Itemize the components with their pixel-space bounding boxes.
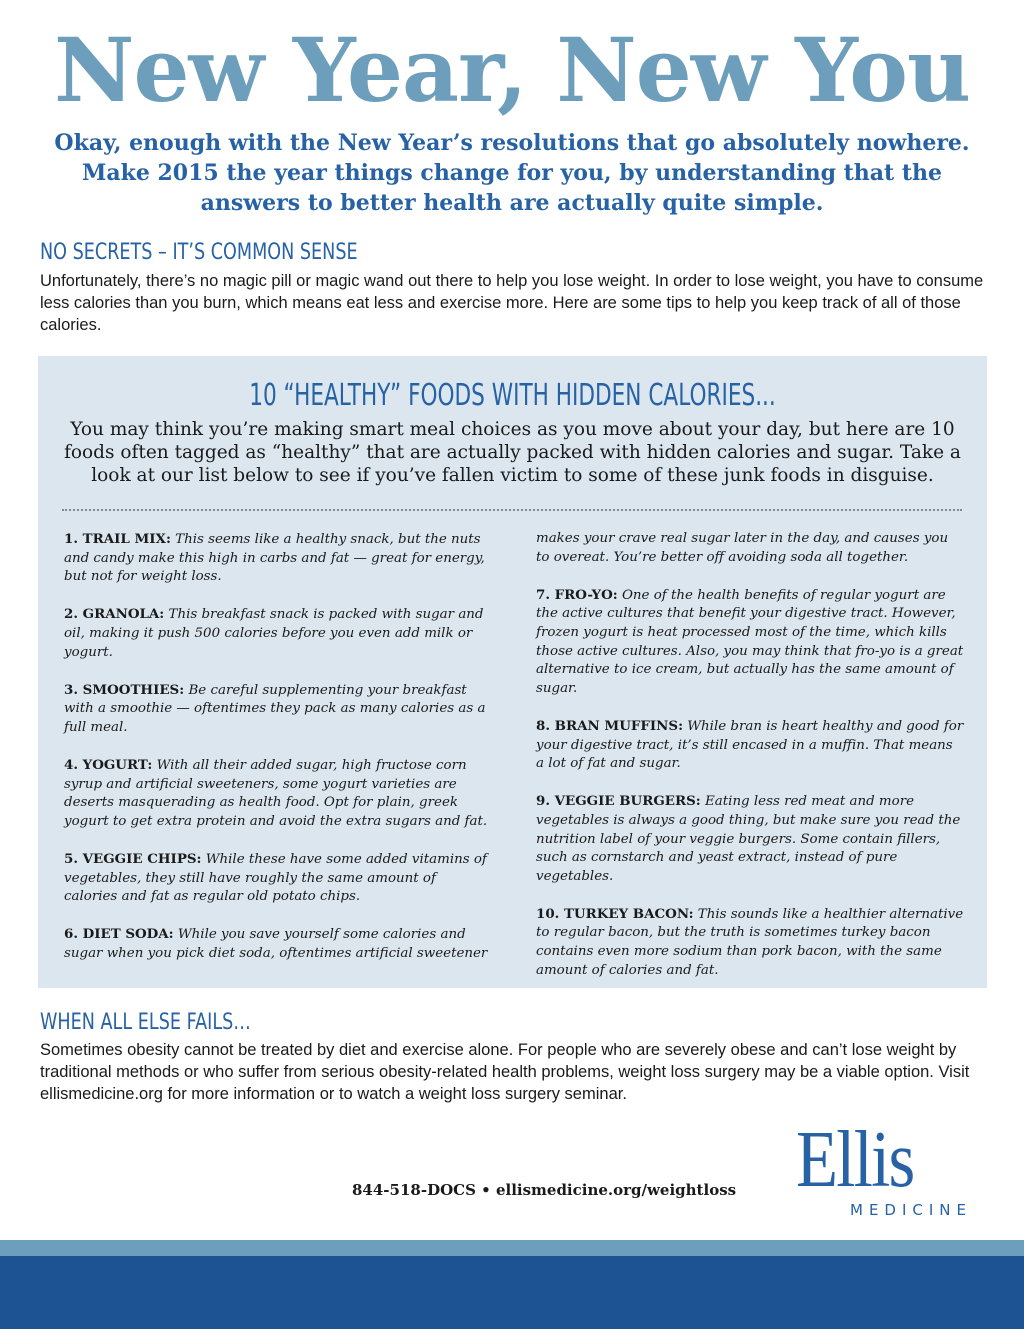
food-item-trail-mix: 1. TRAIL MIX: This seems like a healthy snack, but the nuts and candy make this high in carbs and fat — great for energy, but not for weight loss. xyxy=(64,531,485,585)
footer-band-dark xyxy=(0,1256,1024,1329)
food-item-granola: 2. GRANOLA: This breakfast snack is packed with sugar and oil, making it push 500 calories before you even add milk or yogurt. xyxy=(64,606,484,660)
page-title: New Year, New You xyxy=(54,18,970,122)
section-heading-when-all-else-fails: WHEN ALL ELSE FAILS… xyxy=(40,1010,251,1035)
food-item-yogurt: 4. YOGURT: With all their added sugar, high fructose corn syrup and artificial sweeteners, some yogurt varieties are deserts masquerading as health food. Opt for plain, greek yogurt to get extra protein and avoid the extra sugars and fat. xyxy=(64,757,488,829)
food-item-veggie-burgers: 9. VEGGIE BURGERS: Eating less red meat and more vegetables is always a good thing, but make sure you read the nutrition label of your veggie burgers. Some contain fillers, such as cornstarch and yeast extract, instead of pure vegetables. xyxy=(536,793,961,884)
ellis-logo-subtext: MEDICINE xyxy=(850,1201,972,1219)
food-item-diet-soda: 6. DIET SODA: While you save yourself some calories and sugar when you pick diet soda, oftentimes artificial sweetener xyxy=(64,926,488,962)
section-heading-no-secrets: NO SECRETS – IT’S COMMON SENSE xyxy=(40,240,358,265)
dotted-divider xyxy=(62,509,962,511)
page-subtitle: Okay, enough with the New Year’s resolutions that go absolutely nowhere. Make 2015 the year things change for you, by understanding that the answers to better health are actually quite simple. xyxy=(54,130,970,216)
section-body-no-secrets: Unfortunately, there’s no magic pill or magic wand out there to help you lose weight. In order to lose weight, you have to consume less calories than you burn, which means eat less and exercise more. Here are some tips to help you keep track of all of those calories. xyxy=(40,272,984,334)
food-item-fro-yo: 7. FRO-YO: One of the health benefits of regular yogurt are the active cultures that benefit your digestive tract. However, frozen yogurt is heat processed most of the time, which kills those active cultures. Also, you may think that fro-yo is a great alternative to ice cream, but actually has the same amount of sugar. xyxy=(536,586,964,696)
box-heading: 10 “HEALTHY” FOODS WITH HIDDEN CALORIES... xyxy=(249,378,776,413)
food-list-right-column xyxy=(536,530,964,999)
food-item-turkey-bacon: 10. TURKEY BACON: This sounds like a healthier alternative to regular bacon, but the truth is sometimes turkey bacon contains even more sodium than pork bacon, with the same amount of calories and fat. xyxy=(536,905,964,978)
food-list-left-column xyxy=(64,530,492,982)
ellis-logo-wordmark: Ellis xyxy=(796,1116,914,1204)
hidden-calories-box xyxy=(38,356,987,988)
food-item-bran-muffins: 8. BRAN MUFFINS: While bran is heart healthy and good for your digestive tract, it’s still encased in a muffin. That means a lot of fat and sugar. xyxy=(536,717,964,772)
section-body-when-all-else-fails: Sometimes obesity cannot be treated by diet and exercise alone. For people who are severely obese and can’t lose weight by traditional methods or who suffer from serious obesity-related health problems, weight loss surgery may be a viable option. Visit ellismedicine.org for more information or to watch a weight loss surgery seminar. xyxy=(40,1041,970,1103)
food-item-smoothies: 3. SMOOTHIES: Be careful supplementing your breakfast with a smoothie — oftentimes they pack as many calories as a full meal. xyxy=(64,681,486,735)
contact-line: 844-518-DOCS • ellismedicine.org/weightloss xyxy=(352,1181,737,1199)
footer-band-light xyxy=(0,1240,1024,1256)
food-item-veggie-chips: 5. VEGGIE CHIPS: While these have some added vitamins of vegetables, they still have roughly the same amount of calories and fat as regular old potato chips. xyxy=(64,851,487,905)
food-item-diet-soda-continued: makes your crave real sugar later in the day, and causes you to overeat. You’re better off avoiding soda all together. xyxy=(536,531,949,565)
box-intro: You may think you’re making smart meal choices as you move about your day, but here are 10 foods often tagged as “healthy” that are actually packed with hidden calories and sugar. Take a look at our list below to see if you’ve fallen victim to some of these junk foods in disguise. xyxy=(64,419,961,486)
